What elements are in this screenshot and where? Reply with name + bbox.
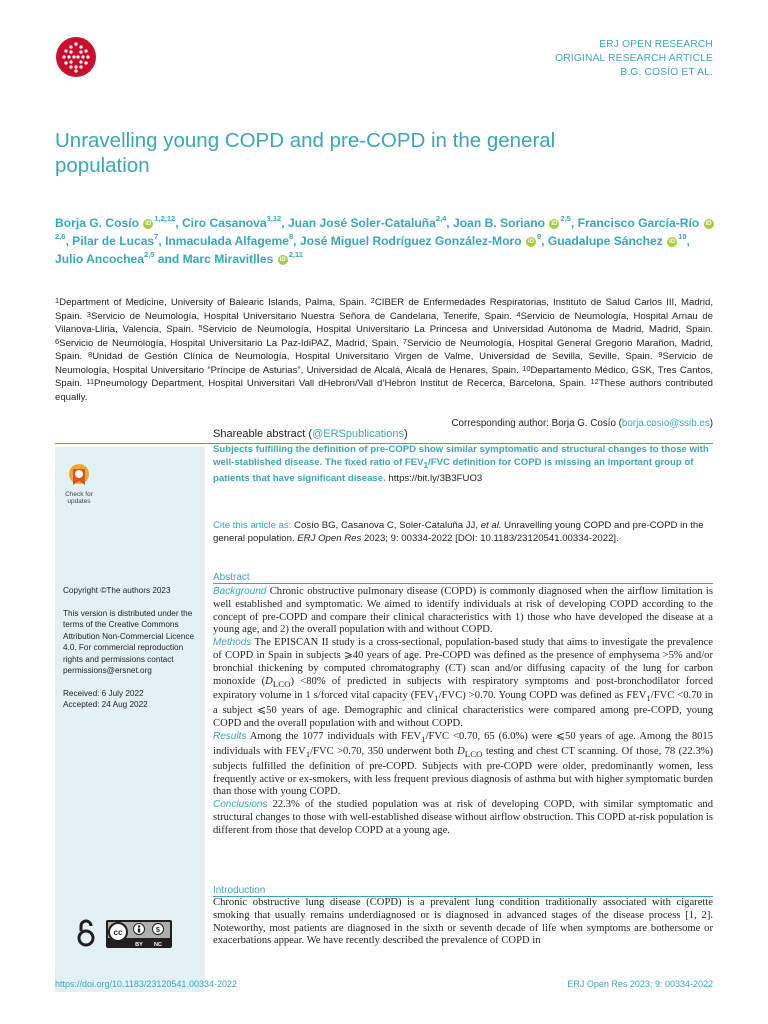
results-label: Results	[213, 730, 247, 742]
intro-text: Chronic obstructive lung disease (COPD) is a prevalent lung condition traditionally associated with cigarette smoking that usually remains underdiagnosed or is diagnosed in advanced stages of the disease process [1, 2]. Noteworthy, most patients are diagnosed in the sixth or seventh decade of life when symptoms are bothersome or exacerbations appear. We have recently described the prevalence of COPD in	[213, 897, 713, 947]
open-access-icon	[79, 921, 93, 945]
results-text: Among the 1077 individuals with $FEV_1$/FVC <0.70, 65 (6.0%) were ⩽50 years of age. Among the 8015 individuals with $FEV_1$/FVC >0.70, 350 underwent both $D_{LCO}$ testing and chest CT scanning. Of those, 78 (22.3%) subjects fulfilled the definition of pre-COPD. Subjects with pre-COPD were older, predominantly women, less frequently active or ex-smokers, with less frequent previous diagnosis of asthma but with higher symptomatic burden than those with young COPD.	[213, 730, 714, 798]
abstract-heading: Abstract	[213, 572, 250, 583]
methods-text: The EPISCAN II study is a cross-sectional, population-based study that aims to investigate the prevalence of COPD in Spain in subjects ⩾40 years of age. Pre-COPD was defined as the presence of emphysema >5% and/or bronchial thickening by computed chromatography (CT) scan and/or diffusing capacity of the lung for carbon monoxide $(D_{LCO}) <80\%$ of predicted in subjects with respiratory symptoms and post-bronchodilator forced expiratory volume in 1 s/forced vital capacity $(FEV_1/FVC) >0.70$. Young COPD was defined as $FEV_1$/FVC <0.70 in a subject ⩽50 years of age. Demographic and clinical characteristics were compared among pre-COPD, young COPD and the overall population with and without COPD.	[213, 637, 713, 730]
check-for-label: Check for	[65, 491, 93, 498]
cc-nc-label: NC	[154, 942, 162, 948]
running-header	[555, 38, 713, 80]
svg-text:cc: cc	[113, 928, 123, 937]
journal-name: ERJ OPEN RESEARCH	[599, 39, 713, 50]
intro-heading: Introduction	[213, 885, 266, 896]
bookmark-icon	[68, 463, 90, 489]
methods-label: Methods	[213, 637, 252, 649]
updates-label: updates	[67, 498, 91, 505]
footer-citation: ERJ Open Res 2023; 9: 00334-2022	[567, 979, 713, 989]
orcid-icon[interactable]: iD	[705, 220, 712, 227]
svg-text:$: $	[156, 927, 160, 934]
accepted-date: Accepted: 24 Aug 2022	[63, 700, 148, 709]
conclusions-label: Conclusions	[213, 799, 268, 811]
doi-link[interactable]: https://doi.org/10.1183/23120541.00334-2022	[55, 979, 237, 989]
running-authors: B.G. COSÍO ET AL.	[620, 67, 713, 78]
abstract-section	[213, 571, 713, 838]
orcid-icon[interactable]: iD	[145, 220, 152, 227]
article-type: ORIGINAL RESEARCH ARTICLE	[555, 53, 713, 64]
shareable-body	[213, 443, 713, 485]
abstract-results	[213, 731, 713, 799]
corresponding-close: )	[709, 418, 713, 429]
cc-by-label: BY	[135, 942, 143, 948]
shareable-text: Subjects fulfilling the definition of pre-COPD show similar symptomatic and structural changes to those with well-stablished disease. The fixed ratio of $FEV_1$/FVC definition for COPD is missing an important group of patients that have significant disease.	[213, 444, 709, 484]
corresponding-email-link[interactable]: borja.cosio@ssib.es	[621, 418, 710, 429]
dates	[63, 688, 197, 711]
licence-text: This version is distributed under the terms of the Creative Commons Attribution Non-Commercial Licence 4.0. For commercial reproduction rights and permissions contact permissions@ersnet.org	[63, 608, 195, 675]
orcid-icon[interactable]: iD	[551, 220, 558, 227]
cite-text: Cosío BG, Casanova C, Soler-Cataluña JJ, et al. Unravelling young COPD and pre-COPD in the general population. ERJ Open Res 2023; 9: 00334-2022 [DOI: 10.1183/23120541.00334-2022].	[213, 520, 704, 544]
conclusions-text: 22.3% of the studied population was at risk of developing COPD, with similar symptomatic and structural changes to those with well-established disease without airflow obstruction. This COPD at-risk population is different from those that develop COPD at a young age.	[213, 799, 713, 836]
abstract-methods	[213, 637, 713, 731]
background-label: Background	[213, 586, 267, 597]
affiliations: $^1$Department of Medicine, University of Balearic Islands, Palma, Spain. $^2$CIBER de Enfermedades Respiratorias, Instituto de Salud Carlos III, Madrid, Spain. $^3$Servicio de Neumología, Hospital Universitario Nuestra Señora de Candelaria, Tenerife, Spain. $^4$Servicio de Neumología, Hospital Arnau de Vilanova-Lliria, Valencia, Spain. $^5$Servicio de Neumología, Hospital Universitario La Princesa and Universidad Autónoma de Madrid, Madrid, Spain. $^6$Servicio de Neumología, Hospital Universitario La Paz-IdiPAZ, Madrid, Spain. $^7$Servicio de Neumología, Hospital General Gregorio Marañon, Madrid, Spain. $^8$Unidad de Gestión Clínica de Neumología, Hospital Universitario Virgen de Valme, Universidad de Sevilla, Seville, Spain. $^9$Servicio de Neumología, Hospital Universitario “Príncipe de Asturias”, Universidad de Alcalá, Alcalá de Henares, Spain. $^{10}$Departamento Médico, GSK, Tres Cantos, Spain. $^{11}$Pneumology Department, Hospital Universitari Vall dHebron/Vall d’Hebron Institut de Recerca, Barcelona, Spain. $^{12}$These authors contributed equally.	[55, 296, 714, 403]
copyright-text: Copyright ©The authors 2023	[63, 586, 171, 595]
introduction-section	[213, 884, 713, 948]
background-text: Chronic obstructive pulmonary disease (COPD) is commonly diagnosed when the airflow limitation is well established and symptomatic. We aimed to identify individuals at risk of developing COPD according to the concept of pre-COPD and compare their clinical characteristics with 1) those who have developed the disease at a young age, and 2) the overall population with and without COPD.	[213, 586, 713, 636]
shareable-heading	[213, 427, 713, 441]
cite-label: Cite this article as:	[213, 520, 292, 531]
orcid-icon[interactable]: iD	[669, 238, 676, 245]
abstract-conclusions	[213, 799, 713, 837]
ers-logo	[55, 36, 97, 78]
sidebar-text	[63, 585, 197, 722]
shareable-abstract	[213, 427, 713, 485]
shareable-close: )	[403, 428, 408, 440]
citation-block	[213, 519, 713, 545]
corresponding-label: Corresponding author: Borja G. Cosío (	[451, 418, 622, 429]
abstract-background	[213, 586, 713, 637]
short-link[interactable]: https://bit.ly/3B3FUO3	[388, 472, 483, 484]
orcid-icon[interactable]: iD	[279, 256, 286, 263]
twitter-handle-link[interactable]: @ERSpublications	[312, 428, 404, 440]
article-title: Unravelling young COPD and pre-COPD in the general population	[55, 129, 556, 177]
orcid-icon[interactable]: iD	[527, 238, 534, 245]
licence-icons	[76, 918, 176, 950]
check-for-updates-badge[interactable]	[57, 463, 101, 511]
author-list: Borja G. Cosío iD$^{1,2,12}$, Ciro Casanova$^{3,12}$, Juan José Soler-Cataluña$^{2,4}$, Joan B. Soriano iD$^{2,5}$, Francisco García-Río iD$^{2,6}$, Pilar de Lucas$^7$, Inmaculada Alfageme$^8$, José Miguel Rodríguez González-Moro $iD^9$, Guadalupe Sánchez $iD^{10}$, Julio Ancochea$^{2,5}$ and Marc Miravitlles iD$^{2,11}$	[55, 214, 712, 266]
shareable-label: Shareable abstract (	[213, 428, 313, 440]
received-date: Received: 6 July 2022	[63, 688, 144, 698]
